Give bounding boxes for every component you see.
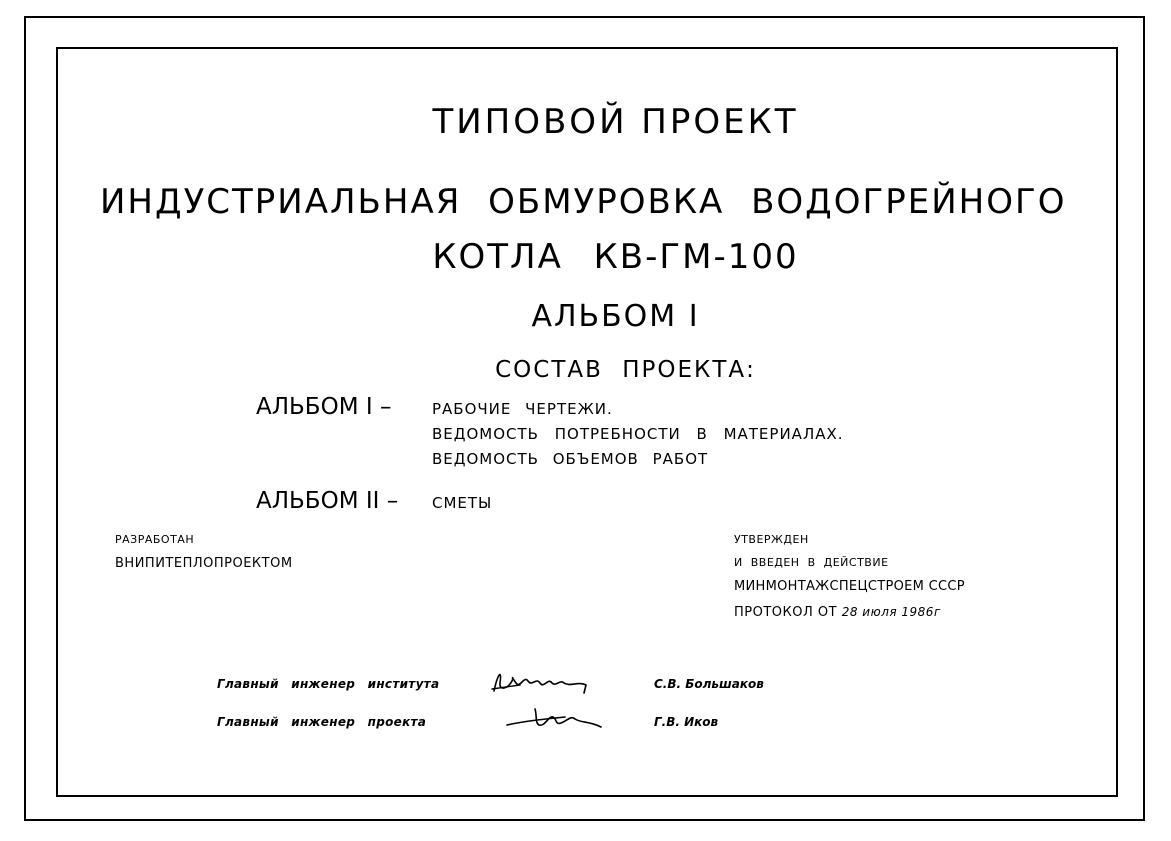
protocol-line: [734, 606, 941, 619]
signatory-name: С.В. Большаков: [654, 677, 764, 691]
signatory-name: Г.В. Иков: [654, 715, 719, 729]
album2-label: АЛЬБОМ II –: [256, 488, 399, 514]
album1-item: ВЕДОМОСТЬ ОБЪЕМОВ РАБОТ: [432, 450, 709, 468]
title-line-2: КОТЛА КВ-ГМ-100: [432, 237, 799, 277]
protocol-date: 28 июля 1986г: [841, 605, 941, 619]
composition-heading: СОСТАВ ПРОЕКТА:: [495, 357, 756, 383]
signature-scribble: [490, 665, 600, 699]
title-line-1: ИНДУСТРИАЛЬНАЯ ОБМУРОВКА ВОДОГРЕЙНОГО: [100, 182, 1067, 222]
signatory-role: Главный инженер проекта: [217, 715, 427, 729]
approving-authority: МИНМОНТАЖСПЕЦСТРОЕМ СССР: [734, 579, 965, 594]
approval-line: И ВВЕДЕН В ДЕЙСТВИЕ: [734, 556, 889, 569]
album2-item: СМЕТЫ: [432, 494, 493, 512]
developed-by-label: РАЗРАБОТАН: [115, 533, 195, 546]
signature-scribble: [505, 703, 615, 733]
album1-item: РАБОЧИЕ ЧЕРТЕЖИ.: [432, 400, 613, 418]
signatory-role: Главный инженер института: [217, 677, 440, 691]
approved-label: УТВЕРЖДЕН: [734, 533, 809, 546]
protocol-prefix: ПРОТОКОЛ ОТ: [734, 605, 838, 620]
album1-label: АЛЬБОМ I –: [256, 394, 392, 420]
album1-item: ВЕДОМОСТЬ ПОТРЕБНОСТИ В МАТЕРИАЛАХ.: [432, 425, 844, 443]
developer-organization: ВНИПИТЕПЛОПРОЕКТОМ: [115, 556, 293, 571]
title-type-project: ТИПОВОЙ ПРОЕКТ: [432, 102, 799, 142]
album-heading: АЛЬБОМ I: [531, 299, 700, 334]
